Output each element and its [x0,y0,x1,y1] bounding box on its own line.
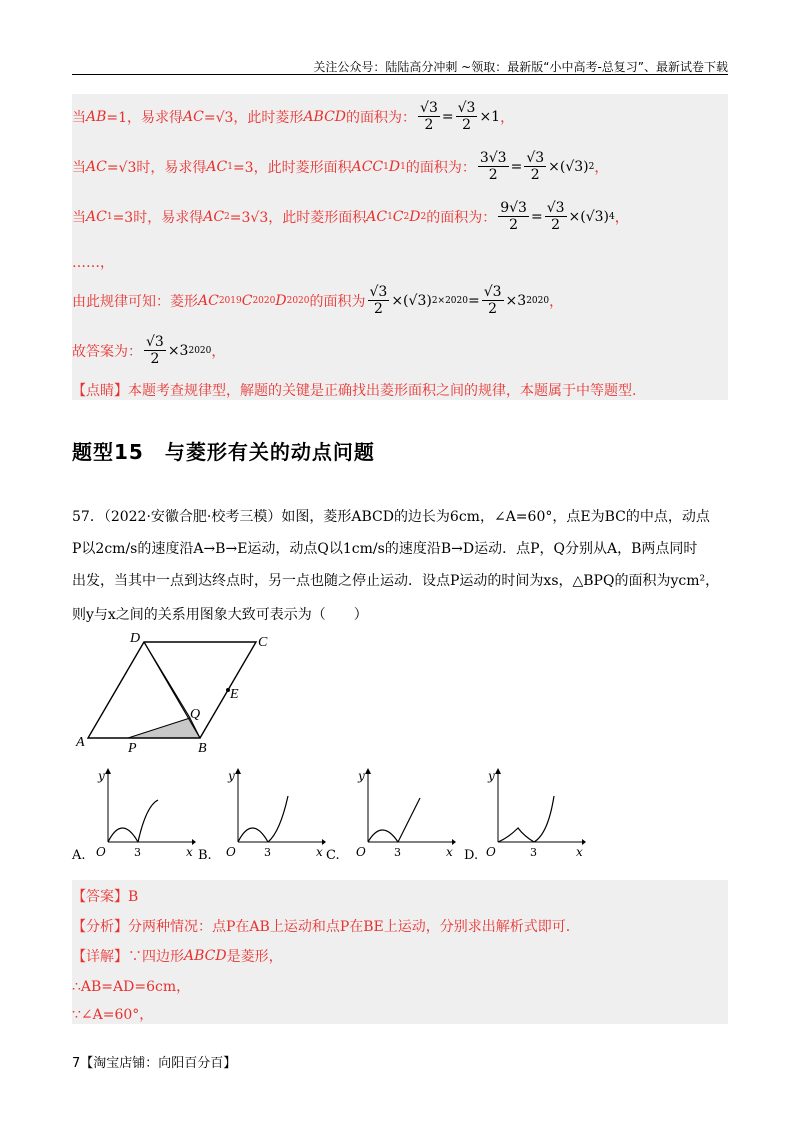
rhombus-figure [72,628,292,754]
option-a-graph [88,762,198,858]
text: =√3，此时菱形 [203,109,304,126]
label-d: D [130,631,141,646]
page-header: 关注公众号：陆陆高分冲刺 ~领取：最新版“小中高考-总复习”、最新试卷下载 [313,60,728,74]
question-line-4: 则y与x之间的关系用图象大致可表示为（ ） [72,607,368,623]
fraction: $\frac{√3}{2}$ [369,284,388,318]
svg-text:O: O [226,845,236,858]
svg-text:y: y [488,769,495,783]
svg-text:3: 3 [394,846,401,858]
text: 当 [72,109,86,126]
option-b-label: B. [198,848,212,863]
text: AC [183,108,204,125]
option-c-graph [348,762,458,858]
option-a-label: A. [72,848,86,863]
svg-text:y: y [228,769,235,783]
svg-text:3: 3 [264,846,271,858]
svg-text:x: x [186,845,193,858]
label-e: E [230,687,239,702]
text: AB [86,108,107,125]
option-b-graph [218,762,328,858]
answer-box [72,880,728,1024]
fraction: $\frac{√3}{2}$ [146,334,164,368]
solution-line-4: ……， [72,255,114,271]
text: ， [500,109,515,126]
svg-text:O: O [356,845,366,858]
solution-line-6: 故答案为： $\frac{√3}{2}$ ×3 2020 ， [72,334,226,368]
option-d-graph [478,762,588,858]
header-divider [72,74,728,75]
label-a: A [76,735,85,750]
fraction: $\frac{9√3}{2}$ [500,200,527,234]
fraction: $\frac{√3}{2}$ [420,100,438,134]
svg-text:x: x [576,845,583,858]
section-title: 题型15 与菱形有关的动点问题 [72,440,375,464]
fraction: $\frac{√3}{2}$ [546,200,565,234]
svg-text:x: x [446,845,453,858]
analysis-line: 【分析】分两种情况：点P在AB上运动和点P在BE上运动，分别求出解析式即可. [72,919,571,935]
step-line-1: ∴AB=AD=6cm， [72,979,191,995]
solution-line-1: 当 AB =1，易求得 AC =√3，此时菱形 ABCD 的面积为： $\frac{√3}{2}$ = $\frac{√3}{2}$ ×1 ， [72,100,515,134]
option-c-label: C. [326,848,340,863]
question-line-3: 出发，当其中一点到达终点时，另一点也随之停止运动．设点P运动的时间为xs，△BPQ的面积为ycm²， [72,573,720,589]
solution-line-3: 当 AC 1 =3时，易求得 AC 2 =3√3，此时菱形面积 AC 1 C 2 D 2 的面积为： $\frac{9√3}{2}$ = $\frac{√3}{2}$ ×(√3) 4 ， [72,200,629,234]
solution-line-2: 当 AC =√3时，易求得 AC 1 =3，此时菱形面积 ACC 1 D 1 的面积为： $\frac{3√3}{2}$ = $\frac{√3}{2}$ ×(√3) 2 ， [72,150,609,184]
text: ×1 [479,108,501,125]
label-q: Q [190,707,201,722]
answer-line: 【答案】B [72,889,139,905]
solution-box [72,94,728,400]
text: =1，易求得 [106,109,184,126]
label-b: B [198,741,207,754]
label-p: P [128,741,137,754]
detail-line: 【详解】∵四边形 ABCD 是菱形， [72,948,283,965]
solution-line-7: 【点睛】本题考查规律型，解题的关键是正确找出菱形面积之间的规律，本题属于中等题型. [72,383,637,399]
question-line-1: 57．（2022·安徽合肥·校考三模）如图，菱形ABCD的边长为6cm，∠A=60°，点E为BC的中点，动点 [72,509,710,525]
svg-text:x: x [316,845,323,858]
svg-text:y: y [98,769,105,783]
question-line-2: P以2cm/s的速度沿A→B→E运动，动点Q以1cm/s的速度沿B→D运动．点P，Q分别从A，B两点同时 [72,541,698,557]
svg-text:3: 3 [530,846,537,858]
segment-dq [144,642,190,718]
fraction: $\frac{√3}{2}$ [457,100,476,134]
fraction: $\frac{3√3}{2}$ [479,150,507,184]
text: ABCD [303,108,347,125]
fraction: $\frac{√3}{2}$ [483,284,502,318]
solution-line-5: 由此规律可知：菱形 AC 2019 C 2020 D 2020 的面积为 $\frac{√3}{2}$ ×(√3) 2×2020 = $\frac{√3}{2}$ ×3 2020 ， [72,284,564,318]
svg-text:O: O [96,845,106,858]
fraction: $\frac{√3}{2}$ [526,150,545,184]
step-line-2: ∵∠A=60°， [72,1007,154,1023]
page-footer: 7【淘宝店铺：向阳百分百】 [72,1056,237,1071]
option-d-label: D. [464,848,479,863]
svg-text:O: O [486,845,496,858]
svg-text:y: y [358,769,365,783]
label-c: C [258,635,268,650]
svg-text:3: 3 [134,846,141,858]
text: 的面积为： [346,109,417,126]
